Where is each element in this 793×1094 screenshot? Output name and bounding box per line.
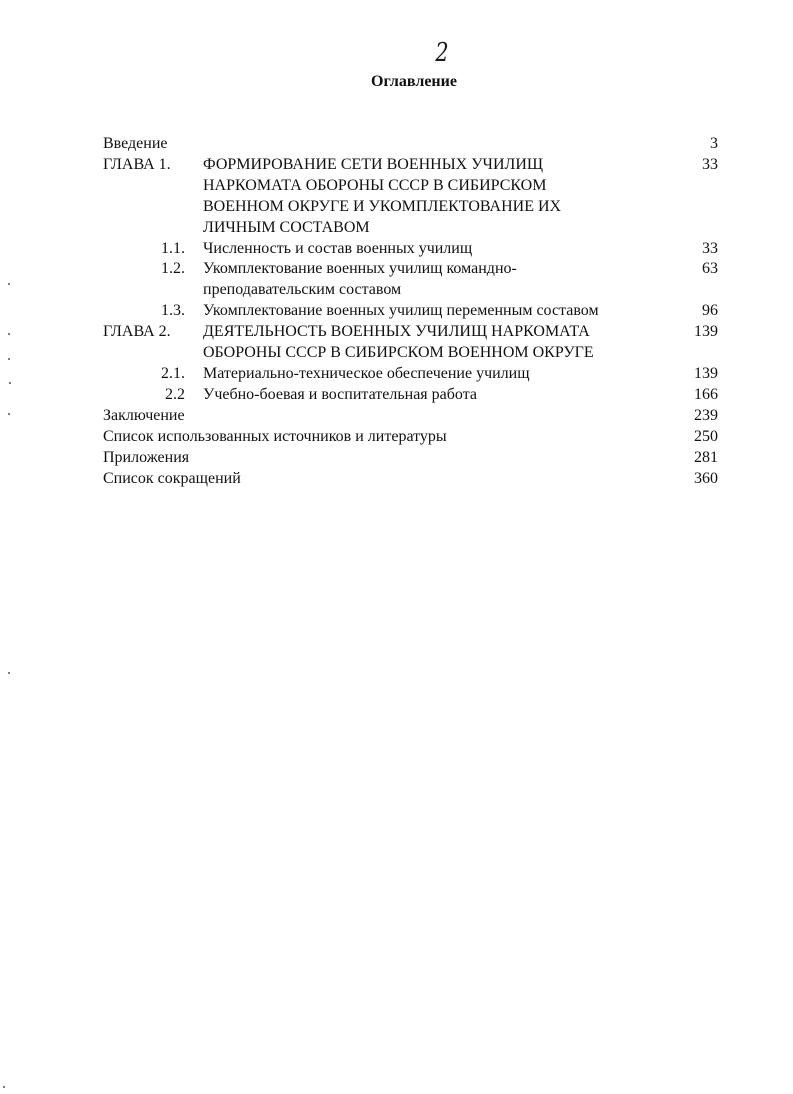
toc-entry-page: 63 <box>702 260 718 278</box>
toc-entry-number: 2.1. <box>161 364 185 382</box>
toc-entry-appendix <box>103 448 718 469</box>
toc-entry-page: 33 <box>702 239 718 257</box>
toc-entry-intro <box>103 134 718 155</box>
toc-entry-section-1-2 <box>103 259 718 301</box>
page-title: Оглавление <box>371 73 457 90</box>
scan-speck <box>8 413 10 415</box>
toc-entry-sources <box>103 427 718 448</box>
handwritten-page-number: 2 <box>435 38 449 68</box>
toc-entry-number: ГЛАВА 2. <box>103 323 171 341</box>
toc-entry-title: Приложения <box>103 448 190 466</box>
toc-entry-title: Учебно-боевая и воспитательная работа <box>203 385 477 403</box>
toc-entry-number: ГЛАВА 1. <box>103 155 171 173</box>
toc-entry-page: 139 <box>694 364 718 382</box>
toc-entry-number: 1.1. <box>161 239 185 257</box>
toc-entry-title: Численность и состав военных училищ <box>203 239 473 257</box>
table-of-contents <box>103 134 718 489</box>
toc-entry-number: 1.2. <box>161 260 185 278</box>
toc-entry-page: 139 <box>694 323 718 341</box>
scan-speck <box>8 672 10 674</box>
toc-entry-page: 239 <box>694 406 718 424</box>
toc-entry-section-2-2 <box>103 385 718 406</box>
toc-entry-chapter-2 <box>103 322 718 364</box>
toc-entry-page: 360 <box>694 469 718 487</box>
toc-entry-title: Введение <box>103 135 168 152</box>
toc-entry-title: Материально-техническое обеспечение училищ <box>203 364 530 382</box>
toc-entry-page: 3 <box>710 135 718 152</box>
scan-speck <box>9 382 11 384</box>
toc-entry-section-1-3 <box>103 301 718 322</box>
toc-entry-abbreviations <box>103 469 718 490</box>
toc-entry-page: 250 <box>694 427 718 445</box>
toc-entry-chapter-1 <box>103 155 718 239</box>
toc-entry-page: 96 <box>702 302 718 320</box>
toc-entry-title: Список использованных источников и литературы <box>103 427 447 445</box>
toc-entry-page: 166 <box>694 385 718 403</box>
toc-entry-title: Укомплектование военных училищ командно-преподавательским составом <box>203 260 517 299</box>
toc-entry-conclusion <box>103 406 718 427</box>
toc-entry-number: 2.2 <box>165 385 185 403</box>
toc-entry-section-2-1 <box>103 364 718 385</box>
toc-entry-page: 281 <box>694 448 718 466</box>
toc-entry-title: Список сокращений <box>103 469 241 487</box>
scan-speck <box>3 1086 5 1088</box>
toc-entry-title: ФОРМИРОВАНИЕ СЕТИ ВОЕННЫХ УЧИЛИЩ НАРКОМАТА ОБОРОНЫ СССР В СИБИРСКОМ ВОЕННОМ ОКРУГЕ И УКОМПЛЕКТОВАНИЕ ИХ ЛИЧНЫМ СОСТАВОМ <box>203 155 562 236</box>
scan-speck <box>8 283 10 285</box>
toc-entry-page: 33 <box>702 155 718 173</box>
toc-entry-title: Укомплектование военных училищ переменным составом <box>203 302 599 320</box>
toc-entry-section-1-1 <box>103 239 718 260</box>
scan-speck <box>8 333 10 335</box>
toc-entry-title: ДЕЯТЕЛЬНОСТЬ ВОЕННЫХ УЧИЛИЩ НАРКОМАТА ОБОРОНЫ СССР В СИБИРСКОМ ВОЕННОМ ОКРУГЕ <box>203 323 594 362</box>
scan-speck <box>8 358 10 360</box>
toc-entry-number: 1.3. <box>161 302 185 320</box>
toc-entry-title: Заключение <box>103 406 185 424</box>
